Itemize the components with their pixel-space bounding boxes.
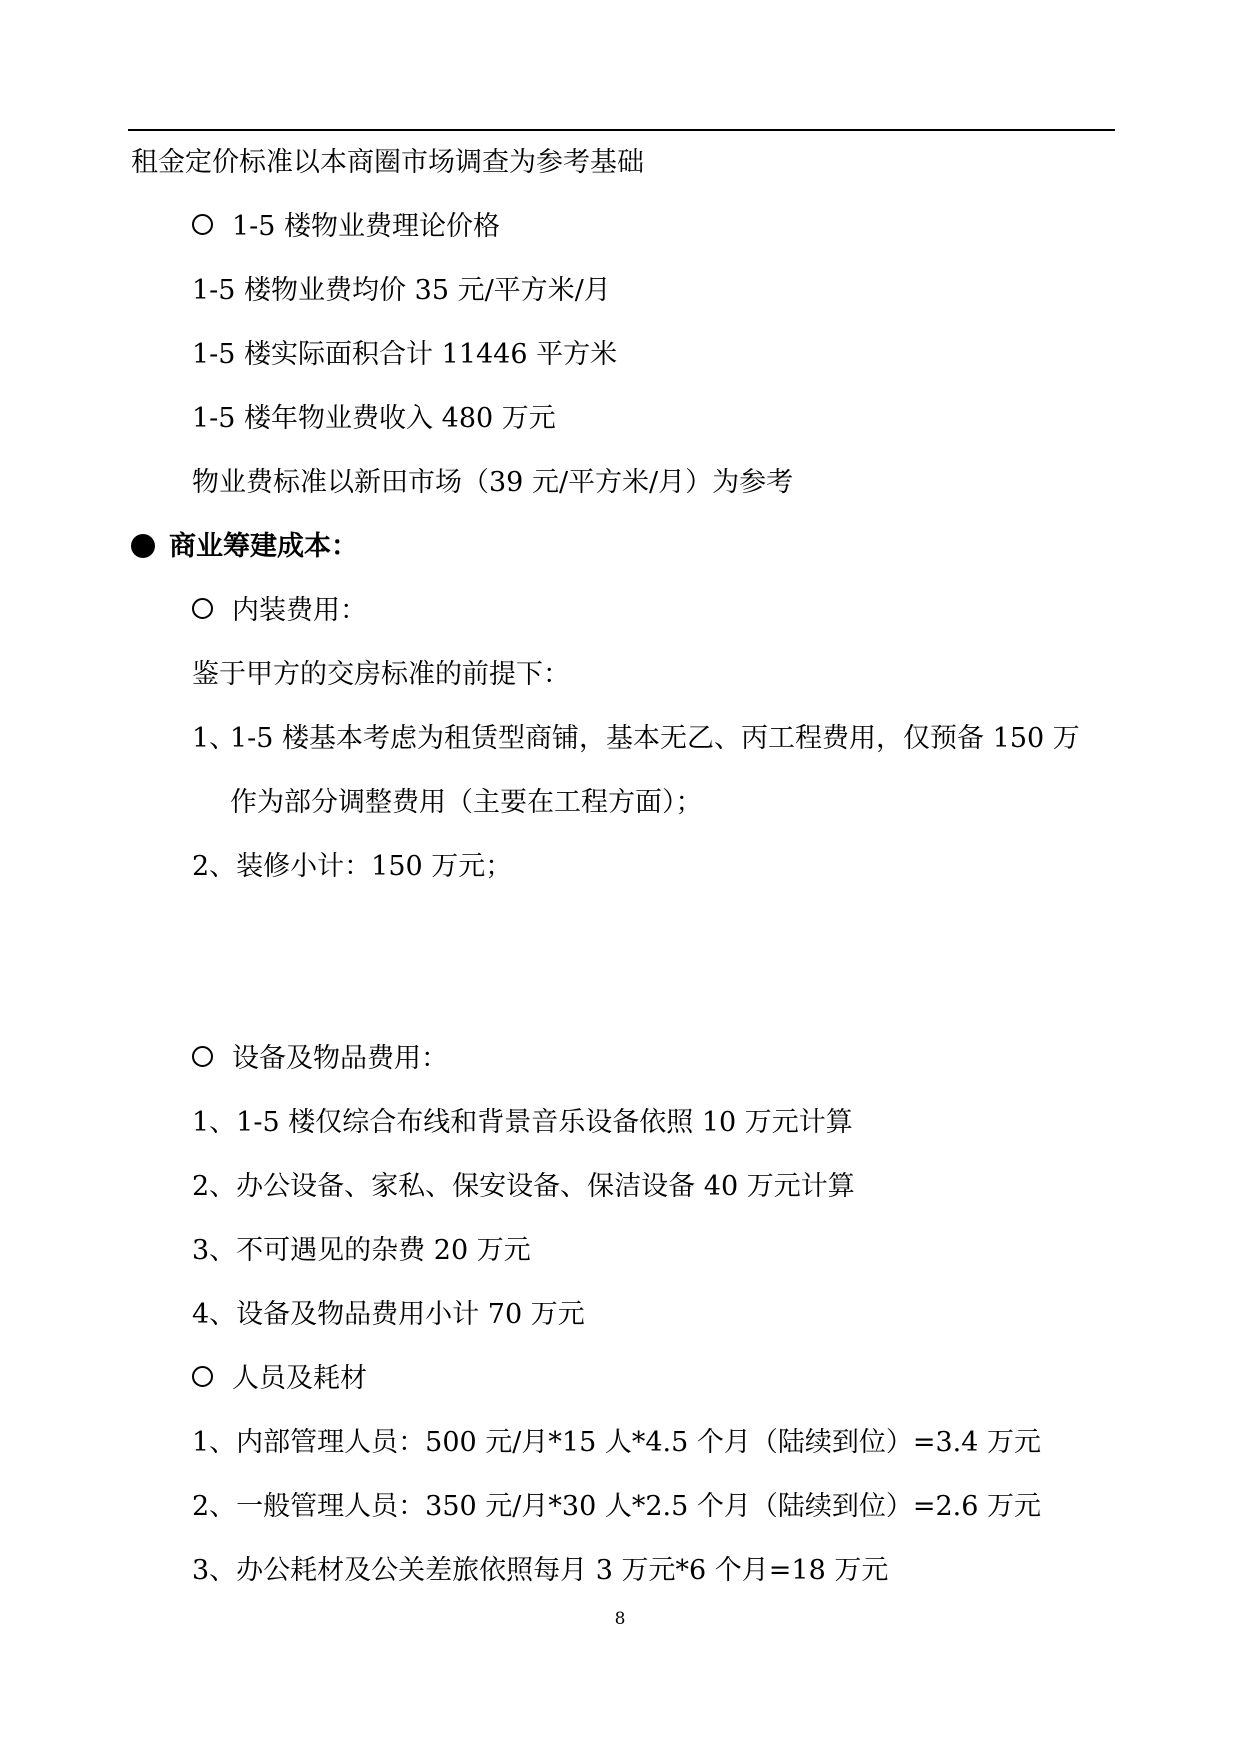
interior-item-1 (192, 723, 1080, 755)
hollow-circle-icon (192, 214, 213, 235)
staff-item-2: 2、一般管理人员：350 元/月*30 人*2.5 个月（陆续到位）=2.6 万元 (192, 1491, 1041, 1522)
staff-heading-text: 人员及耗材 (232, 1363, 367, 1394)
interior-heading (192, 595, 367, 627)
page-number: 8 (614, 1609, 626, 1629)
interior-intro: 鉴于甲方的交房标准的前提下： (192, 659, 570, 690)
equipment-item-4: 4、设备及物品费用小计 70 万元 (192, 1299, 585, 1330)
list-number: 1、 (192, 723, 237, 754)
fee-standard-reference: 物业费标准以新田市场（39 元/平方米/月）为参考 (192, 467, 794, 498)
section-heading (131, 531, 358, 563)
hollow-circle-icon (192, 1366, 213, 1387)
annual-fee-income: 1-5 楼年物业费收入 480 万元 (192, 403, 556, 434)
filled-bullet-icon (131, 534, 155, 558)
staff-item-1: 1、内部管理人员：500 元/月*15 人*4.5 个月（陆续到位）=3.4 万元 (192, 1427, 1041, 1458)
property-fee-heading (192, 211, 500, 243)
rent-pricing-note: 租金定价标准以本商圈市场调查为参考基础 (131, 147, 644, 178)
property-fee-average: 1-5 楼物业费均价 35 元/平方米/月 (192, 275, 611, 306)
property-fee-heading-text: 1-5 楼物业费理论价格 (232, 211, 501, 242)
equipment-item-3: 3、不可遇见的杂费 20 万元 (192, 1235, 531, 1266)
hollow-circle-icon (192, 598, 213, 619)
interior-item-1-text: 1-5 楼基本考虑为租赁型商铺，基本无乙、丙工程费用，仅预备 150 万 (230, 723, 1080, 754)
interior-heading-text: 内装费用： (232, 595, 367, 626)
staff-item-3: 3、办公耗材及公关差旅依照每月 3 万元*6 个月=18 万元 (192, 1555, 889, 1586)
equipment-item-2: 2、办公设备、家私、保安设备、保洁设备 40 万元计算 (192, 1171, 855, 1202)
equipment-heading (192, 1043, 448, 1075)
header-rule (128, 129, 1115, 131)
staff-heading (192, 1363, 367, 1395)
equipment-item-1: 1、1-5 楼仅综合布线和背景音乐设备依照 10 万元计算 (192, 1107, 853, 1138)
interior-item-1-continuation: 作为部分调整费用（主要在工程方面）； (230, 787, 703, 818)
actual-area-total: 1-5 楼实际面积合计 11446 平方米 (192, 339, 618, 370)
interior-item-2: 2、装修小计：150 万元； (192, 851, 513, 882)
hollow-circle-icon (192, 1046, 213, 1067)
equipment-heading-text: 设备及物品费用： (232, 1043, 448, 1074)
section-title: 商业筹建成本： (169, 531, 358, 562)
